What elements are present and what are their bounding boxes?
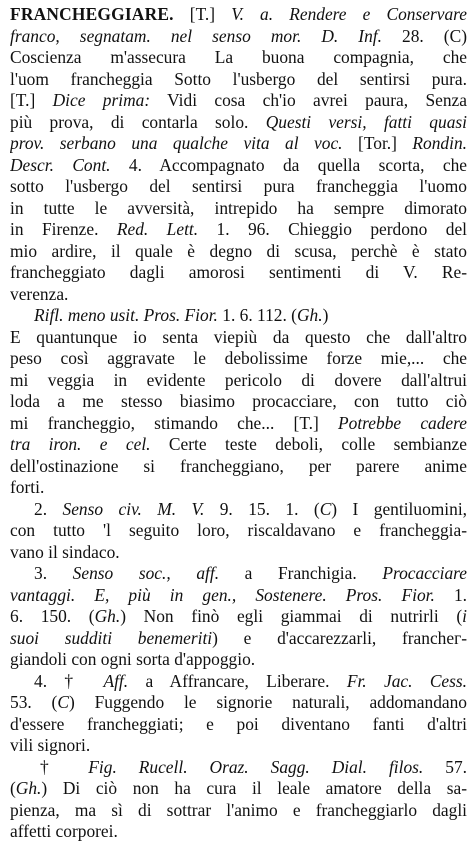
text-segment: E quantunque io senta viepiù da questo che dall'altro [10,326,467,347]
text-segment: ) [322,305,329,325]
text-segment: ) I gentiluomini, [331,498,467,519]
italic-text: tra iron. e cel. [10,434,151,454]
text-line [10,649,467,671]
text-line [10,800,467,822]
text-line [10,585,467,607]
text-segment: ) Di ciò non ha cura il leale amatore della sa- [41,778,467,798]
text-segment: ( [10,778,16,798]
text-segment: Vidi cosa ch'io avrei paura, Senza [150,90,467,110]
text-line [10,4,467,26]
text-line [10,112,467,134]
italic-text: Gh. [15,778,42,798]
text-line [10,262,467,284]
text-segment: giandoli con ogni sorta d'appoggio. [10,649,256,669]
text-line [10,391,467,413]
italic-text: Senso civ. M. V. [62,498,205,519]
italic-text: Questi versi, fatti quasi [265,111,467,132]
italic-text: Aff. [103,670,129,691]
text-segment: [Tor.] [342,133,413,153]
text-line [10,413,467,435]
text-segment: verenza. [10,283,69,304]
italic-text: Senso soc., aff. [72,563,220,583]
text-line [10,327,467,349]
headword: FRANCHEGGIARE. [10,4,174,24]
text-line [10,90,467,112]
text-segment: affetti corporei. [10,821,118,841]
italic-text: Potrebbe cadere [338,412,467,433]
text-line [10,714,467,736]
italic-text: Dice prima: [52,90,151,110]
text-segment: mi veggia in evidente pericolo di dovere dall'altrui [10,369,467,390]
text-line [10,370,467,392]
text-line [10,133,467,155]
text-segment: in tutte le avversità, intrepido ha sempre dimorato [10,197,467,218]
text-line [10,628,467,650]
text-segment: mio ardire, il quale è degno di scusa, perchè è stato [10,240,467,261]
text-segment: forti. [10,477,45,497]
text-line [10,69,467,91]
text-segment: 1. 6. 112. ( [217,305,297,325]
text-segment: vano il sindaco. [10,541,120,562]
italic-text: Procacciare [382,563,467,583]
text-line [10,348,467,370]
text-line [10,434,467,456]
italic-text: Rondin. [412,133,467,153]
text-segment: 4. Accompagnato da quella scorta, che [110,154,467,175]
italic-text: C [57,692,69,712]
text-segment: a Franchigia. [219,563,383,583]
text-line [10,692,467,714]
italic-text: Gh. [296,305,323,325]
text-segment: francheggiato dagli amorosi sentimenti di V. Re- [10,262,467,282]
italic-text: Red. Lett. [116,219,199,239]
text-segment: 9. 15. 1. ( [204,498,320,519]
text-segment: sotto l'usbergo del sentirsi pura francheggia l'uomo [10,176,467,196]
text-segment: 4. † [34,670,104,691]
text-segment: 6. 150. ( [10,606,95,626]
text-line [10,671,467,693]
italic-text: Gh. [94,606,121,626]
italic-text: i [462,606,467,626]
italic-text: Descr. Cont. [10,154,111,175]
text-line [10,477,467,499]
text-segment: loda a me stesso biasimo procacciare, con tutto ciò [10,391,467,411]
italic-text: C [319,498,332,519]
text-segment: Certe teste deboli, colle sembianze [150,434,467,454]
text-line [10,155,467,177]
italic-text: Fig. Rucell. Oraz. Sagg. Dial. filos. [88,756,424,777]
text-line [10,778,467,800]
text-segment: più prova, di contarla solo. [10,111,266,132]
text-segment: 28. (C) [381,25,467,46]
italic-text: V. a. Rendere e Conservare [231,4,467,24]
italic-text: suoi sudditi benemeriti [10,627,213,648]
text-segment: Coscienza m'assecura La buona compagnia, che [10,47,467,67]
text-segment: 3. [34,563,73,583]
text-segment: 1. 96. Chieggio perdono del [198,219,467,239]
text-segment: dell'ostinazione si francheggiano, per parere anime [10,455,467,476]
text-line [10,606,467,628]
text-line [10,219,467,241]
italic-text: prov. serbano una qualche vita al voc. [10,133,343,153]
text-line [10,456,467,478]
italic-text: Fr. Jac. Cess. [346,670,467,691]
text-line [10,499,467,521]
text-line [10,542,467,564]
italic-text: franco, segnatam. nel senso mor. D. Inf. [10,25,382,46]
text-segment: l'uom francheggia Sotto l'usbergo del sentirsi pura. [10,68,467,89]
italic-text: vantaggi. E, più in gen., Sostenere. Pros. Fior. [10,584,435,605]
text-segment: 53. ( [10,692,58,712]
text-segment: † [40,756,89,777]
text-segment: mi francheggio, stimando che... [T.] [10,412,339,433]
text-segment: 2. [34,498,63,519]
text-segment: in Firenze. [10,219,117,239]
text-segment: a Affrancare, Liberare. [128,670,347,691]
text-line [10,520,467,542]
text-segment: 1. [434,584,467,605]
text-line [10,563,467,585]
text-segment: pienza, ma sì di sottrar l'animo e francheggiarlo dagli [10,799,467,820]
text-segment: ) Fuggendo le signorie naturali, addomandano [68,692,467,712]
dictionary-entry-francheggiare [10,4,467,843]
text-line [10,305,467,327]
italic-text: Rifl. meno usit. Pros. Fior. [34,305,218,325]
text-segment: [T.] [10,90,53,110]
text-line [10,735,467,757]
text-line [10,757,467,779]
text-segment: vili signori. [10,735,91,755]
text-segment: peso così aggravate le debolissime forze mie,... che [10,348,467,368]
text-line [10,47,467,69]
text-line [10,176,467,198]
text-line [10,284,467,306]
text-line [10,821,467,843]
text-segment: [T.] [173,4,232,24]
text-line [10,26,467,48]
text-segment: d'essere francheggiati; e poi diventano fanti d'altri [10,713,467,734]
text-line [10,241,467,263]
text-segment: con tutto 'l seguito loro, riscaldavano e francheggia- [10,520,467,540]
text-segment: 57. [423,756,467,777]
text-segment: ) e d'accarezzarli, franchег- [212,627,467,648]
text-line [10,198,467,220]
text-segment: ) Non finò egli giammai di nutrirli ( [120,606,463,626]
